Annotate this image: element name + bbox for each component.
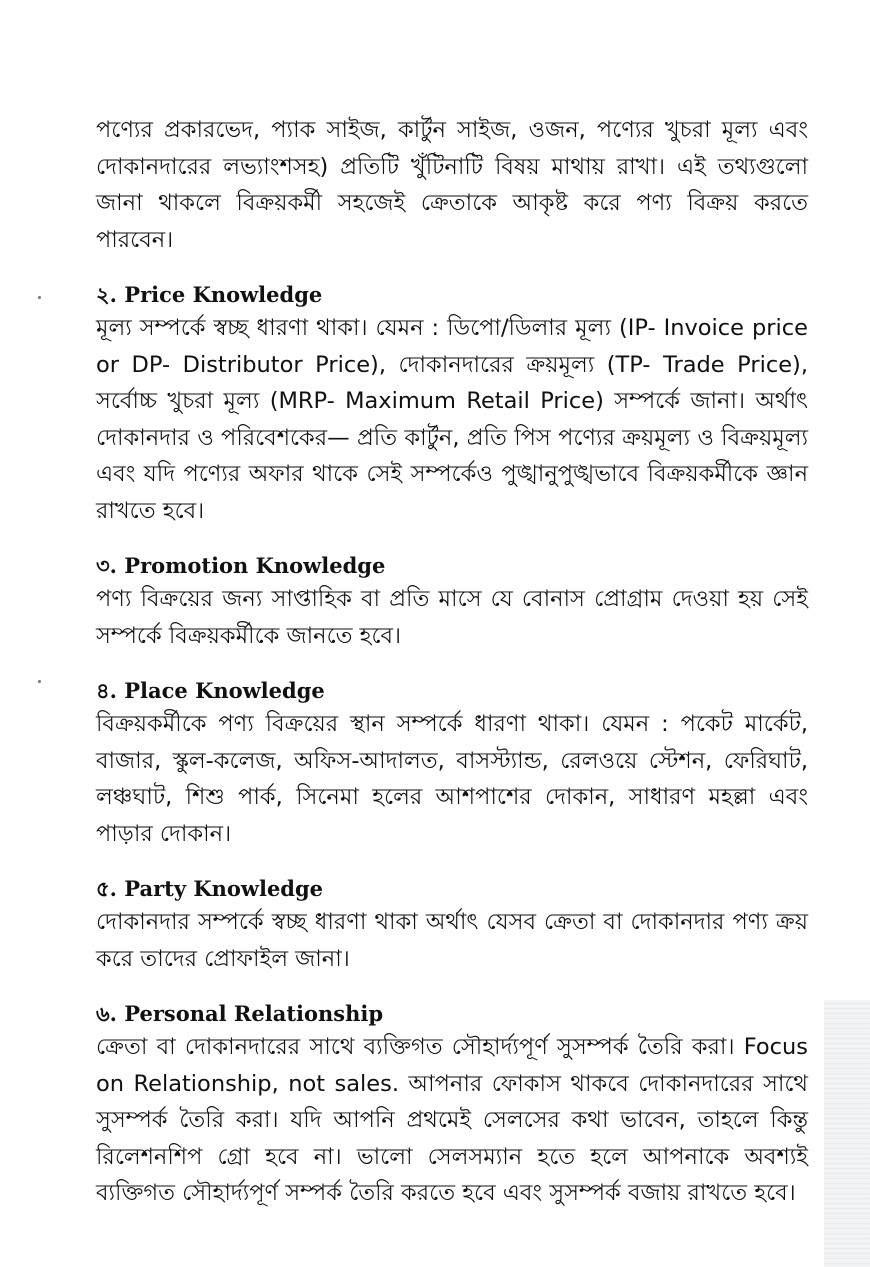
scan-speck bbox=[38, 296, 41, 299]
section-body: বিক্রয়কর্মীকে পণ্য বিক্রয়ের স্থান সম্পর্কে ধারণা থাকা। যেমন : পকেট মার্কেট, বাজার, স্কুল-কলেজ, অফিস-আদালত, বাসস্ট্যান্ড, রেলওয়ে স্টেশন, ফেরিঘাট, লঞ্চঘাট, শিশু পার্ক, সিনেমা হলের আশপাশের দোকান, সাধারণ মহল্লা এবং পাড়ার দোকান। bbox=[96, 711, 808, 847]
section-heading: ৩. Promotion Knowledge bbox=[96, 553, 386, 578]
scan-edge-artifact bbox=[824, 1000, 870, 1267]
section-heading: ৫. Party Knowledge bbox=[96, 876, 324, 901]
section-body: পণ্য বিক্রয়ের জন্য সাপ্তাহিক বা প্রতি মাসে যে বোনাস প্রোগ্রাম দেওয়া হয় সেই সম্পর্কে বিক্রয়কর্মীকে জানতে হবে। bbox=[96, 586, 808, 649]
section-heading: ৪. Place Knowledge bbox=[96, 678, 325, 703]
intro-paragraph: পণ্যের প্রকারভেদ, প্যাক সাইজ, কার্টুন সাইজ, ওজন, পণ্যের খুচরা মূল্য এবং দোকানদারের লভ্যাংশসহ) প্রতিটি খুঁটিনাটি বিষয় মাথায় রাখা। এই তথ্যগুলো জানা থাকলে বিক্রয়কর্মী সহজেই ক্রেতাকে আকৃষ্ট করে পণ্য বিক্রয় করতে পারবেন। bbox=[96, 117, 808, 253]
section-party-knowledge bbox=[96, 874, 808, 977]
section-promotion-knowledge bbox=[96, 551, 808, 654]
section-body: ক্রেতা বা দোকানদারের সাথে ব্যক্তিগত সৌহার্দ্যপূর্ণ সুসম্পর্ক তৈরি করা। Focus on Relationship, not sales. আপনার ফোকাস থাকবে দোকানদারের সাথে সুসম্পর্ক তৈরি করা। যদি আপনি প্রথমেই সেলসের কথা ভাবেন, তাহলে কিন্তু রিলেশনশিপ গ্রো হবে না। ভালো সেলসম্যান হতে হলে আপনাকে অবশ্যই ব্যক্তিগত সৌহার্দ্যপূর্ণ সম্পর্ক তৈরি করতে হবে এবং সুসম্পর্ক বজায় রাখতে হবে। bbox=[96, 1034, 808, 1206]
section-personal-relationship bbox=[96, 999, 808, 1212]
section-body: দোকানদার সম্পর্কে স্বচ্ছ ধারণা থাকা অর্থাৎ যেসব ক্রেতা বা দোকানদার পণ্য ক্রয় করে তাদের প্রোফাইল জানা। bbox=[96, 909, 808, 972]
section-heading: ২. Price Knowledge bbox=[96, 282, 323, 307]
section-price-knowledge bbox=[96, 280, 808, 529]
scan-speck bbox=[38, 680, 41, 683]
document-page bbox=[96, 112, 808, 1212]
section-body: মূল্য সম্পর্কে স্বচ্ছ ধারণা থাকা। যেমন : ডিপো/ডিলার মূল্য (IP- Invoice price or DP- Distributor Price), দোকানদারের ক্রয়মূল্য (TP- Trade Price), সর্বোচ্চ খুচরা মূল্য (MRP- Maximum Retail Price) সম্পর্কে জানা। অর্থাৎ দোকানদার ও পরিবেশকের— প্রতি কার্টুন, প্রতি পিস পণ্যের ক্রয়মূল্য ও বিক্রয়মূল্য এবং যদি পণ্যের অফার থাকে সেই সম্পর্কেও পুঙ্খানুপুঙ্খভাবে বিক্রয়কর্মীকে জ্ঞান রাখতে হবে। bbox=[96, 315, 808, 524]
section-place-knowledge bbox=[96, 676, 808, 852]
section-heading: ৬. Personal Relationship bbox=[96, 1001, 384, 1026]
